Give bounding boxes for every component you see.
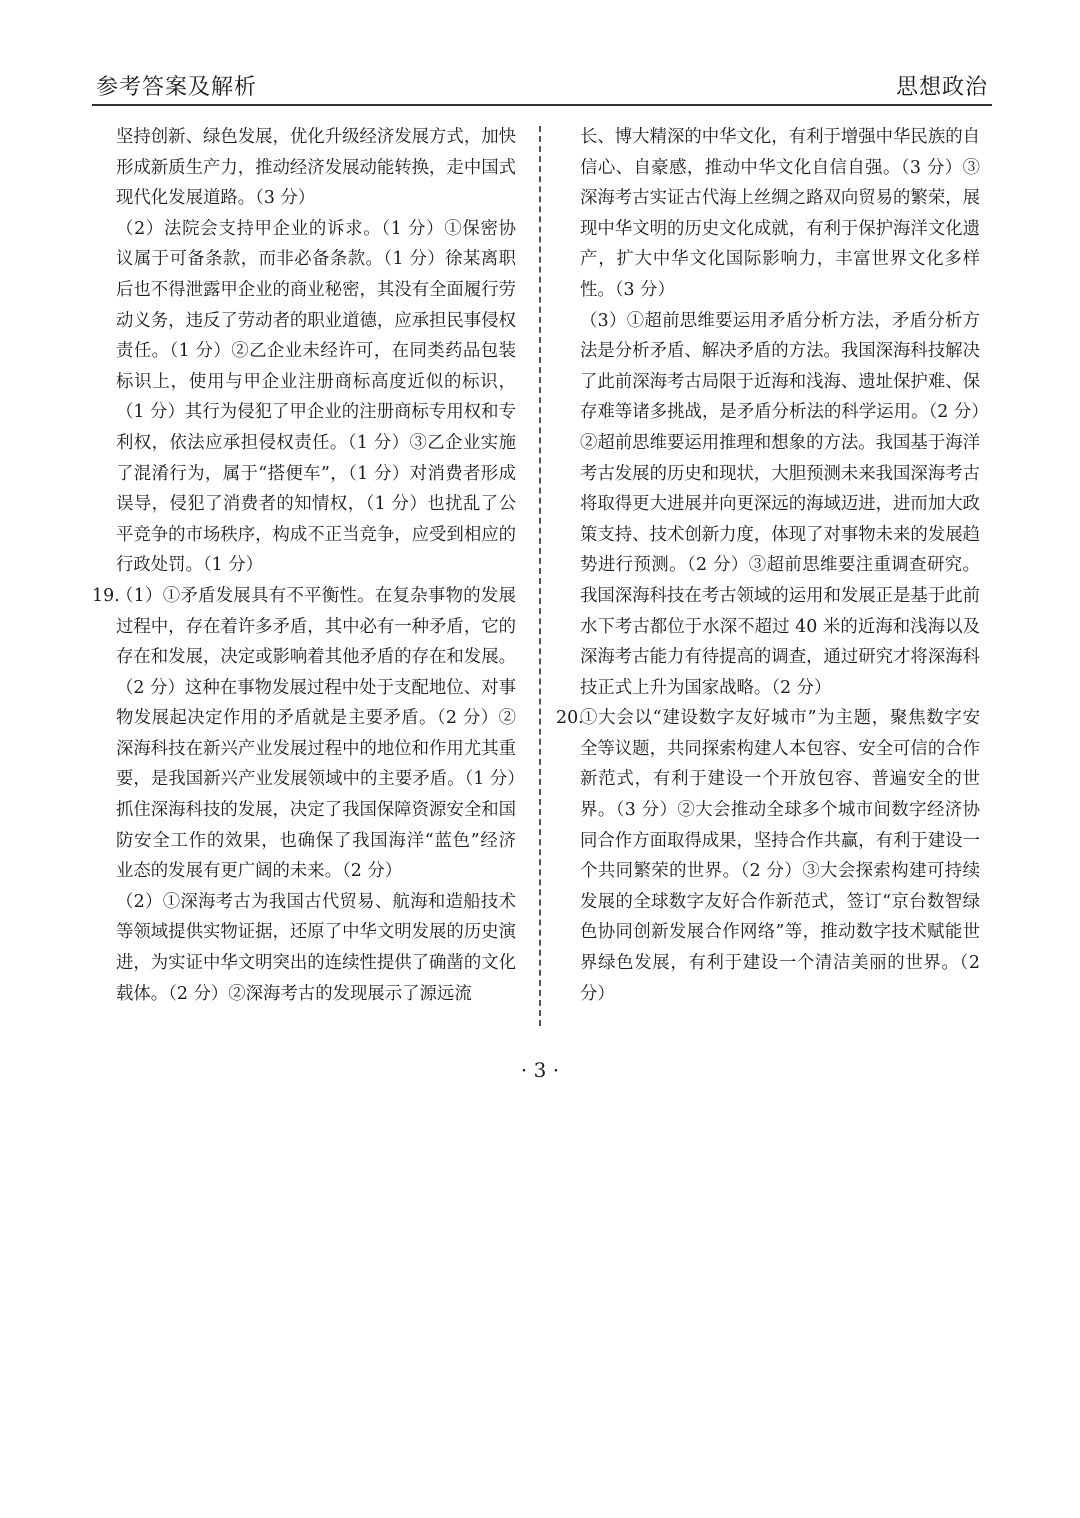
- answer-paragraph: （1）①矛盾发展具有不平衡性。在复杂事物的发展过程中，存在着许多矛盾，其中必有一种矛盾，它的存在和发展，决定或影响着其他矛盾的存在和发展。（2 分）这种在事物发展过程中处于支配地位、对事物发展起决定作用的矛盾就是主要矛盾。（2 分）②深海科技在新兴产业发展过程中的地位和作用尤其重要，是我国新兴产业发展领域中的主要矛盾。（1 分）抓住深海科技的发展，决定了我国保障资源安全和国防安全工作的效果，也确保了我国海洋“蓝色”经济业态的发展有更广阔的未来。（2 分）: [116, 585, 516, 882]
- answer-paragraph: ①大会以“建设数字友好城市”为主题，聚焦数字安全等议题，共同探索构建人本包容、安全可信的合作新范式，有利于建设一个开放包容、普遍安全的世界。（3 分）②大会推动全球多个城市间数字经济协同合作方面取得成果，坚持合作共赢，有利于建设一个共同繁荣的世界。（2 分）③大会探索构建可持续发展的全球数字友好合作新范式，签订“京台数智绿色协同创新发展合作网络”等，推动数字技术赋能世界绿色发展，有利于建设一个清洁美丽的世界。（2 分）: [580, 708, 980, 1004]
- right-column: [556, 122, 980, 1009]
- header-left-title: 参考答案及解析: [96, 75, 258, 100]
- header-right-title: 思想政治: [895, 75, 988, 100]
- column-divider: [539, 126, 541, 1026]
- answer-paragraph: 长、博大精深的中华文化，有利于增强中华民族的自信心、自豪感，推动中华文化自信自强。（3 分）③深海考古实证古代海上丝绸之路双向贸易的繁荣，展现中华文明的历史文化成就，有利于保护海洋文化遗产，扩大中华文化国际影响力，丰富世界文化多样性。（3 分）: [580, 127, 980, 300]
- answer-paragraph: （3）①超前思维要运用矛盾分析方法，矛盾分析方法是分析矛盾、解决矛盾的方法。我国深海科技解决了此前深海考古局限于近海和浅海、遗址保护难、保存难等诸多挑战，是矛盾分析法的科学运用。（2 分）②超前思维要运用推理和想象的方法。我国基于海洋考古发展的历史和现状，大胆预测未来我国深海考古将取得更大进展并向更深远的海域迈进，进而加大政策支持、技术创新力度，体现了对事物未来的发展趋势进行预测。（2 分）③超前思维要注重调查研究。我国深海科技在考古领域的运用和发展正是基于此前水下考古都位于水深不超过 40 米的近海和浅海以及深海考古能力有待提高的调查，通过研究才将深海科技正式上升为国家战略。（2 分）: [580, 310, 980, 698]
- answer-paragraph: （2）①深海考古为我国古代贸易、航海和造船技术等领域提供实物证据，还原了中华文明发展的历史演进，为实证中华文明突出的连续性提供了确凿的文化载体。（2 分）②深海考古的发现展示了源远流: [116, 891, 516, 1004]
- question-19: [92, 581, 516, 1009]
- answer-paragraph: （2）法院会支持甲企业的诉求。（1 分）①保密协议属于可备条款，而非必备条款。（1 分）徐某离职后也不得泄露甲企业的商业秘密，其没有全面履行劳动义务，违反了劳动者的职业道德，应承担民事侵权责任。（1 分）②乙企业未经许可，在同类药品包装标识上，使用与甲企业注册商标高度近似的标识，（1 分）其行为侵犯了甲企业的注册商标专用权和专利权，依法应承担侵权责任。（1 分）③乙企业实施了混淆行为，属于“搭便车”，（1 分）对消费者形成误导，侵犯了消费者的知情权，（1 分）也扰乱了公平竞争的市场秩序，构成不正当竞争，应受到相应的行政处罚。（1 分）: [116, 218, 516, 576]
- page-header: [92, 64, 992, 106]
- question-20: [556, 703, 980, 1009]
- question-number: 20.: [556, 708, 584, 729]
- left-column: [92, 122, 516, 1009]
- answer-paragraph: 坚持创新、绿色发展，优化升级经济发展方式，加快形成新质生产力，推动经济发展动能转换，走中国式现代化发展道路。（3 分）: [116, 127, 516, 209]
- page-number: · 3 ·: [520, 1058, 560, 1082]
- question-number: 19.: [92, 585, 120, 606]
